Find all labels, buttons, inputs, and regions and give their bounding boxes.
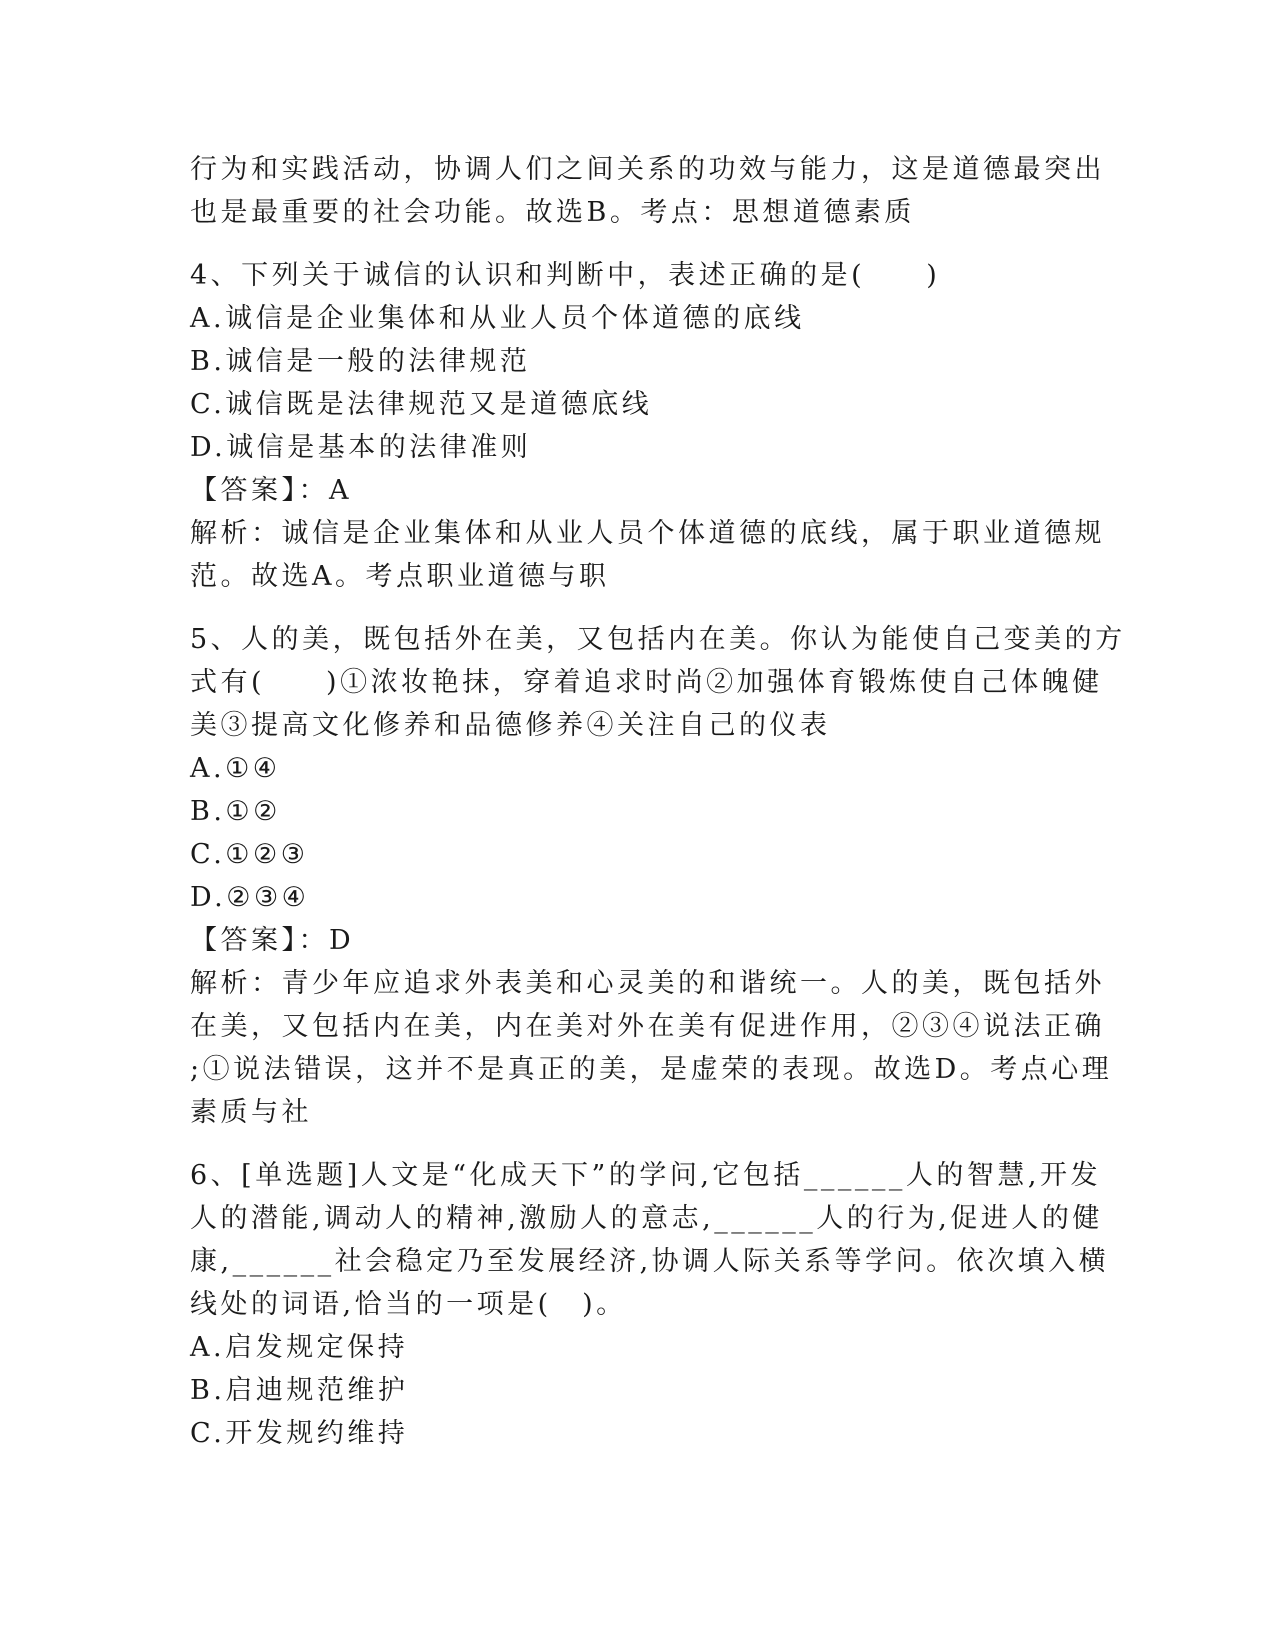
option-a: A.启发规定保持 bbox=[190, 1332, 409, 1363]
question-stem: 人的潜能,调动人的精神,激励人的意志,______人的行为,促进人的健 bbox=[190, 1203, 1103, 1234]
previous-analysis-continuation bbox=[190, 148, 1105, 234]
text-line: 也是最重要的社会功能。故选B。考点：思想道德素质 bbox=[190, 197, 915, 228]
question-6 bbox=[190, 1154, 1110, 1455]
question-stem: 康,______社会稳定乃至发展经济,协调人际关系等学问。依次填入横 bbox=[190, 1246, 1110, 1277]
option-b: B.启迪规范维护 bbox=[190, 1375, 409, 1406]
question-stem: 6、[单选题]人文是“化成天下”的学问,它包括______人的智慧,开发 bbox=[190, 1160, 1102, 1191]
analysis-line: 范。故选A。考点职业道德与职 bbox=[190, 561, 610, 592]
question-stem: 式有( )①浓妆艳抹，穿着追求时尚②加强体育锻炼使自己体魄健 bbox=[190, 667, 1103, 698]
option-b: B.①② bbox=[190, 796, 281, 827]
question-stem: 5、人的美，既包括外在美，又包括内在美。你认为能使自己变美的方 bbox=[190, 624, 1126, 655]
answer: 【答案】：A bbox=[190, 475, 352, 506]
question-5 bbox=[190, 618, 1126, 1134]
option-c: C.①②③ bbox=[190, 839, 309, 870]
analysis-line: 素质与社 bbox=[190, 1097, 312, 1128]
text-line: 行为和实践活动，协调人们之间关系的功效与能力，这是道德最突出 bbox=[190, 154, 1105, 185]
page-content bbox=[190, 148, 1126, 1455]
question-stem: 线处的词语,恰当的一项是( )。 bbox=[190, 1289, 627, 1320]
option-d: D.诚信是基本的法律准则 bbox=[190, 432, 532, 463]
option-a: A.诚信是企业集体和从业人员个体道德的底线 bbox=[190, 303, 805, 334]
analysis-line: 解析：青少年应追求外表美和心灵美的和谐统一。人的美，既包括外 bbox=[190, 968, 1105, 999]
option-c: C.诚信既是法律规范又是道德底线 bbox=[190, 389, 653, 420]
option-d: D.②③④ bbox=[190, 882, 310, 913]
answer: 【答案】：D bbox=[190, 925, 355, 956]
question-4 bbox=[190, 254, 1105, 598]
analysis-line: 解析：诚信是企业集体和从业人员个体道德的底线，属于职业道德规 bbox=[190, 518, 1105, 549]
option-c: C.开发规约维持 bbox=[190, 1418, 409, 1449]
question-stem: 美③提高文化修养和品德修养④关注自己的仪表 bbox=[190, 710, 831, 741]
analysis-line: ;①说法错误，这并不是真正的美，是虚荣的表现。故选D。考点心理 bbox=[190, 1054, 1113, 1085]
option-a: A.①④ bbox=[190, 753, 281, 784]
analysis-line: 在美，又包括内在美，内在美对外在美有促进作用，②③④说法正确 bbox=[190, 1011, 1105, 1042]
option-b: B.诚信是一般的法律规范 bbox=[190, 346, 531, 377]
question-stem: 4、下列关于诚信的认识和判断中，表述正确的是( ) bbox=[190, 260, 941, 291]
